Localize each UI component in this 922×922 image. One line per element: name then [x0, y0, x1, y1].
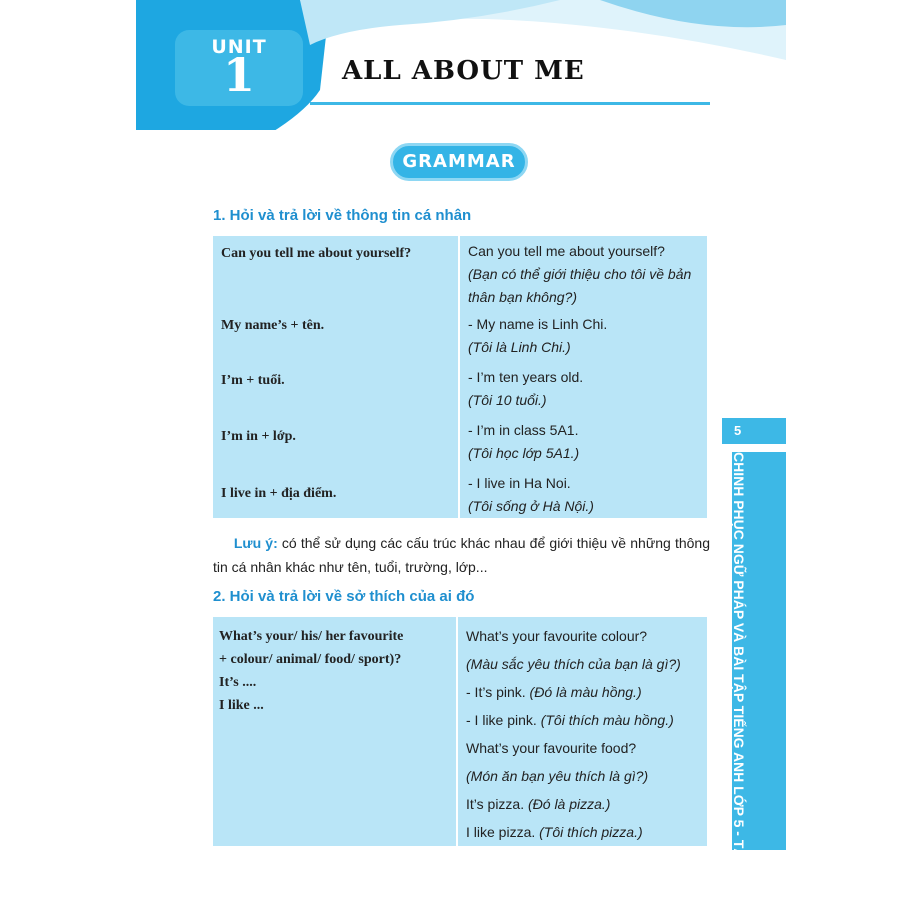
table-row-right: - I’m in class 5A1. (Tôi học lớp 5A1.) — [468, 422, 580, 461]
table-row-left: I’m + tuổi. — [221, 373, 285, 388]
side-book-title: CHINH PHỤC NGỮ PHÁP VÀ BÀI TẬP TIẾNG ANH LỚP 5 - TẬP 1 — [731, 452, 747, 880]
table-divider — [458, 236, 460, 518]
section2-title: 2. Hỏi và trả lời về sở thích của ai đó — [213, 588, 475, 605]
table-row-left: What’s your/ his/ her favourite + colour/ animal/ food/ sport)? It’s .... I like ... — [219, 629, 404, 713]
grammar-heading: GRAMMAR — [390, 143, 528, 181]
section2-table — [213, 617, 707, 846]
note-text: có thể sử dụng các cấu trúc khác nhau để giới thiệu về những thông tin cá nhân khác như tên, tuổi, trường, lớp... — [213, 535, 710, 575]
table-row-left: I live in + địa điểm. — [221, 486, 337, 501]
table-row-right: - My name is Linh Chi. (Tôi là Linh Chi.) — [468, 316, 608, 355]
note-label: Lưu ý: — [233, 535, 278, 551]
note-paragraph — [213, 531, 710, 579]
page-number: 5 — [722, 418, 786, 444]
title-underline — [310, 102, 710, 105]
unit-number: 1 — [222, 48, 255, 102]
table-row-left: Can you tell me about yourself? — [221, 246, 412, 261]
table-divider — [456, 617, 458, 846]
table-row-left: My name’s + tên. — [221, 318, 325, 333]
section1-table — [213, 236, 707, 518]
table-row-right: - I live in Ha Noi. (Tôi sống ở Hà Nội.) — [468, 475, 594, 514]
section1-title: 1. Hỏi và trả lời về thông tin cá nhân — [213, 207, 472, 224]
table-row-right: What’s your favourite colour? (Màu sắc yêu thích của bạn là gì?) - It’s pink. (Đó là màu hồng.) - I like pink. (Tôi thích màu hồng.) What’s your favourite food? (Món ăn bạn yêu thích là gì?) It’s pizza. (Đó là pizza.) I like pizza. (Tôi thích pizza.) — [466, 628, 681, 840]
table-row-left: I’m in + lớp. — [221, 429, 296, 444]
unit-word: UNIT — [211, 36, 267, 58]
table-row-right: Can you tell me about yourself? (Bạn có thể giới thiệu cho tôi về bản thân bạn không?) — [468, 243, 692, 305]
page-title: ALL ABOUT ME — [342, 56, 585, 86]
table-row-right: - I’m ten years old. (Tôi 10 tuổi.) — [468, 369, 584, 408]
unit-badge — [175, 30, 303, 106]
